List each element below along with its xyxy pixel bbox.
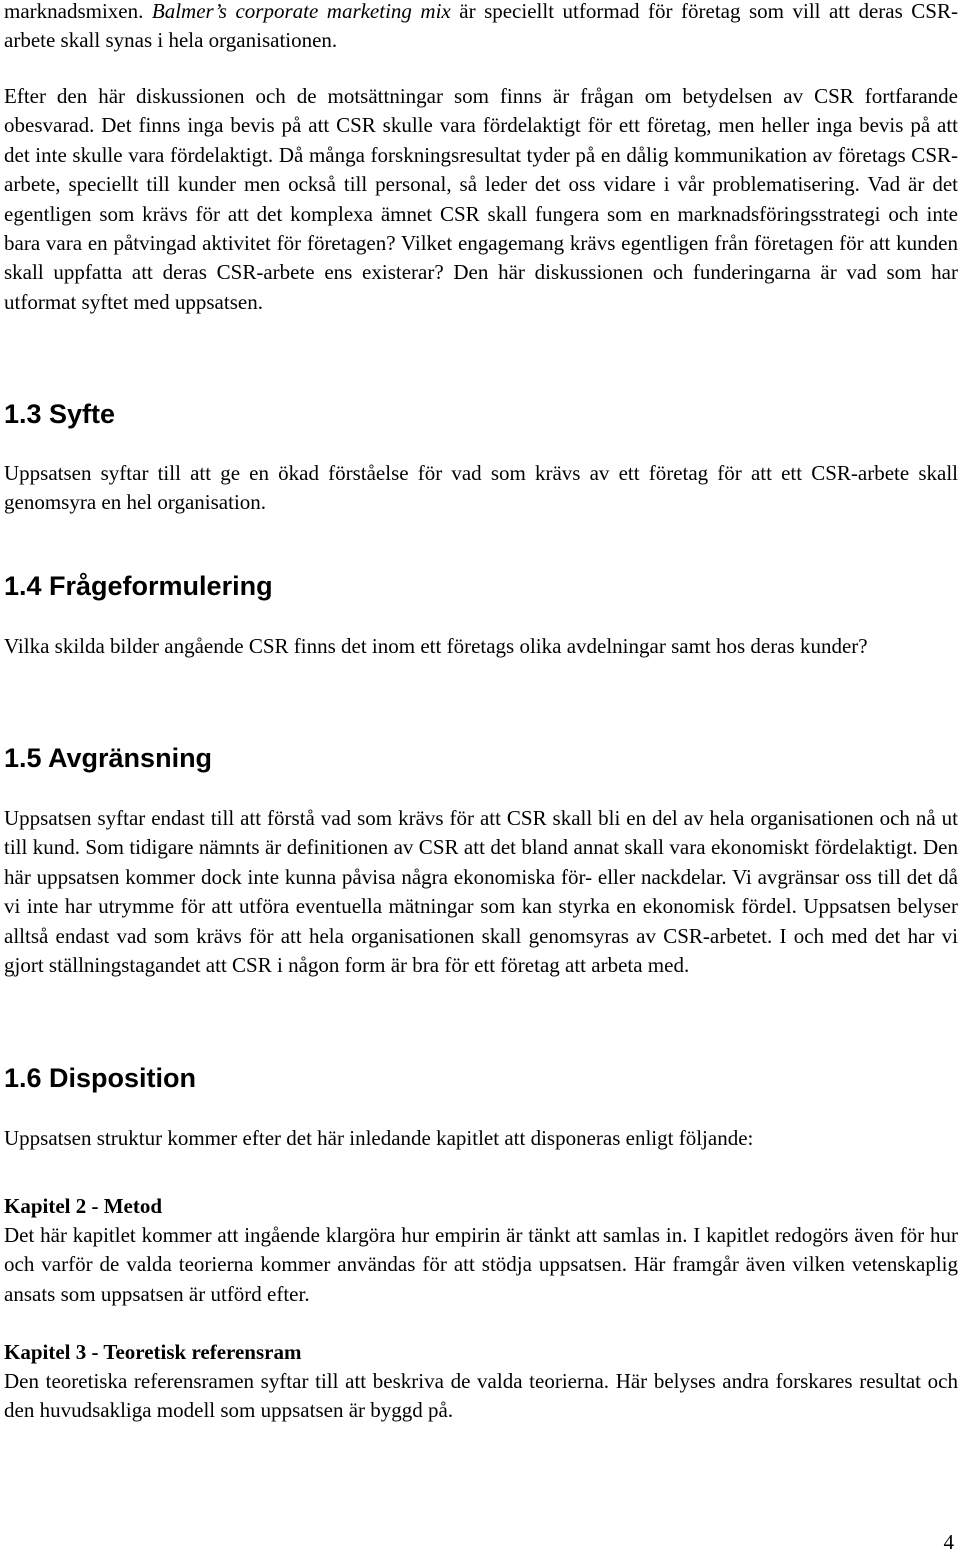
disposition-intro-paragraph: Uppsatsen struktur kommer efter det här inledande kapitlet att disponeras enligt följande: [4,1126,754,1150]
chapter-3-description: Den teoretiska referensramen syftar till att beskriva de valda teorierna. Här belyses andra forskares resultat och den huvudsakliga modell som uppsatsen är byggd på. [4,1369,958,1423]
chapter-2-title: Kapitel 2 - Metod [4,1194,163,1218]
intro-text-b: är speciellt utformad för företag som vill att deras CSR-arbete skall synas i hela organisationen. [4,0,958,53]
chapter-3-title: Kapitel 3 - Teoretisk referensram [4,1340,302,1364]
heading-avgransning: 1.5 Avgränsning [4,743,213,773]
page-number: 4 [943,1530,954,1554]
heading-syfte: 1.3 Syfte [4,399,116,429]
intro-text-a: marknadsmixen. [4,0,152,23]
problem-discussion-paragraph: Efter den här diskussionen och de motsättningar som finns är frågan om betydelsen av CSR fortfarande obesvarad. Det finns inga bevis på att CSR skulle vara fördelaktigt för ett företag, men heller inga bevis på att det inte skulle vara fördelaktigt. Då många forskningsresultat tyder på en dålig kommunikation av företags CSR-arbete, speciellt till kunder men också till personal, så leder det oss vidare i vår problematisering. Vad är det egentligen som krävs för att det komplexa ämnet CSR skall fungera som en marknadsföringsstrategi och inte bara vara en påtvingad aktivitet för företagen? Vilket engagemang krävs egentligen från företagen för att kunden skall uppfatta att deras CSR-arbete ens existerar? Den här diskussionen och funderingarna är vad som har utformat syftet med uppsatsen. [4,84,958,314]
frageformulering-paragraph: Vilka skilda bilder angående CSR finns det inom ett företags olika avdelningar samt hos deras kunder? [4,634,868,658]
intro-paragraph-continued [4,0,958,56]
heading-frageformulering: 1.4 Frågeformulering [4,571,273,601]
chapter-2-description: Det här kapitlet kommer att ingående klargöra hur empirin är tänkt att samlas in. I kapitlet redogörs även för hur och varför de valda teorierna kommer användas för att stödja uppsatsen. Här framgår även vilken vetenskaplig ansats som uppsatsen är utförd efter. [4,1223,958,1306]
avgransning-paragraph: Uppsatsen syftar endast till att förstå vad som krävs för att CSR skall bli en del av hela organisationen och nå ut till kund. Som tidigare nämnts är definitionen av CSR att det bland annat skall vara ekonomiskt fördelaktigt. Den här uppsatsen kommer dock inte kunna påvisa några ekonomiska för- eller nackdelar. Vi avgränsar oss till det då vi inte har utrymme för att utföra eventuella mätningar som kan styrka en ekonomisk fördel. Uppsatsen belyser alltså endast vad som krävs för att hela organisationen skall genomsyras av CSR-arbetet. I och med det har vi gjort ställningstagandet att CSR i någon form är bra för ett företag att arbeta med. [4,806,958,978]
syfte-paragraph: Uppsatsen syftar till att ge en ökad förståelse för vad som krävs av ett företag för att ett CSR-arbete skall genomsyra en hel organisation. [4,461,958,515]
intro-italic-term: Balmer’s corporate marketing mix [151,0,451,23]
heading-disposition: 1.6 Disposition [4,1063,197,1093]
